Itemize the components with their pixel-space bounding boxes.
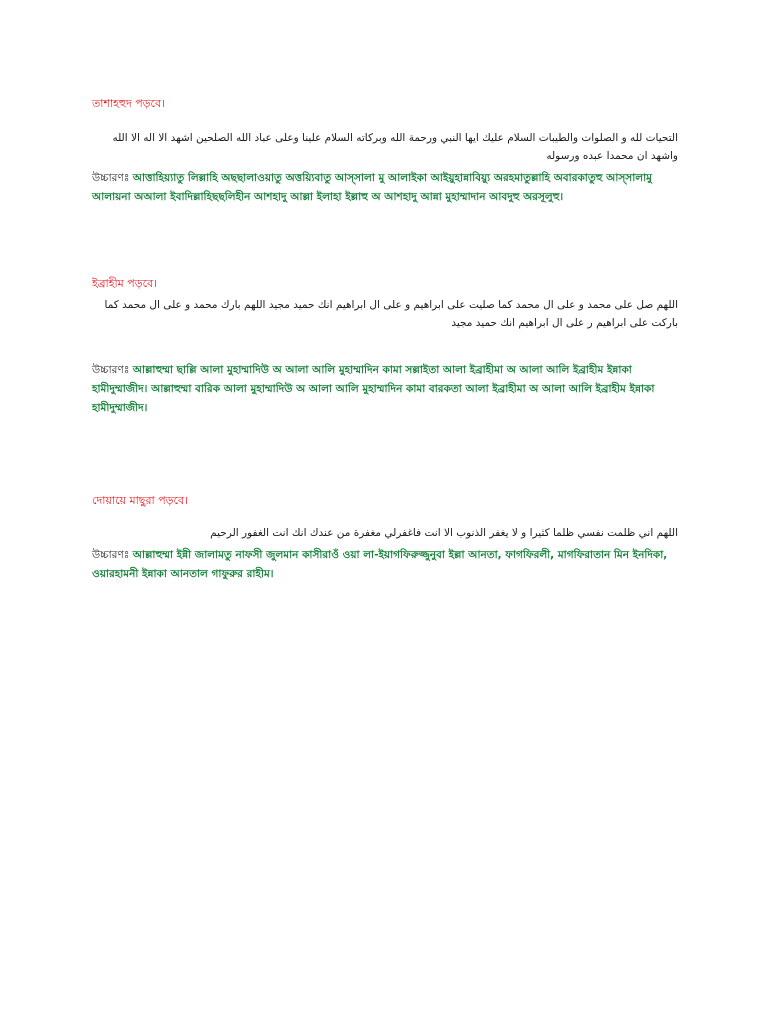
section-dua-masura xyxy=(92,494,678,584)
pronunciation xyxy=(92,361,678,418)
pronunciation-label: উচ্চারণঃ xyxy=(92,172,130,184)
pronunciation-text: আল্লাহুম্মা ছাল্লি আলা মুহাম্মাদিউ অ আলা আলি মুহাম্মাদিন কামা সল্লাইতা আলা ইব্রাহীমা অ আলা আলি ইব্রাহীম ইন্নাকা হামীদুম্মাজীদ। আল্লাহুম্মা বারিক আলা মুহাম্মাদিউ অ আলা আলি মুহাম্মাদিন কামা বারকতা আলা ইব্রাহীমা অ আলা আলি ইব্রাহীম ইন্নাকা হামীদুম্মাজীদ। xyxy=(92,364,655,414)
pronunciation-text: আত্তাহিয়্যাতু লিল্লাহি অছছালাওয়াতু অত্তয়্যিবাতু আস্সালা মু আলাইকা আইয়ুহান্নাবিয়্যু অরহমাতুল্লাহি অবারকাতুহু আস্সালামু আলায়না অআলা ইবাদিল্লাহিছছলিহীন আশহাদু আল্লা ইলাহা ইল্লাহু অ আশহাদু আন্না মুহাম্মাদান আবদুহু অরসূলুহু। xyxy=(92,172,652,203)
pronunciation-text: আল্লাহুম্মা ইন্নী জালামতু নাফসী জুলমান কাসীরাওঁ ওয়া লা-ইয়াগফিরুজ্জুনুবা ইল্লা আনতা, ফাগফিরলী, মাগফিরাতান মিন ইনদিকা, ওয়ারহামনী ইন্নাকা আনতাল গাফুরুর রাহীম। xyxy=(92,549,668,580)
arabic-text: التحيات لله و الصلوات والطيبات السلام عليك ايها النبي ورحمة الله وبركاته السلام علينا وعلى عباد الله الصلحين اشهد الا اله الا الله واشهد ان محمدا عبده ورسوله xyxy=(112,132,678,162)
arabic-text: اللهم اني ظلمت نفسي ظلما كثيرا و لا يغفر الذنوب الا انت فاغفرلي مغفرة من عندك انك انت الغفور الرحيم xyxy=(210,527,678,539)
pronunciation-label: উচ্চারণঃ xyxy=(92,549,130,561)
arabic-text: اللهم صل على محمد و على ال محمد كما صليت على ابراهيم و على ال ابراهيم انك حميد مجيد اللهم بارك محمد و على ال محمد كما باركت على ابراهيم ر على ال ابراهيم انك حميد مجيد xyxy=(104,299,678,329)
pronunciation xyxy=(92,546,678,584)
section-ibrahim xyxy=(92,277,678,418)
pronunciation-label: উচ্চারণঃ xyxy=(92,364,130,376)
section-heading: তাশাহহুদ পড়বে। xyxy=(92,97,166,110)
section-heading: দোয়ায়ে মাছুরা পড়বে। xyxy=(92,494,188,507)
pronunciation xyxy=(92,169,678,207)
section-heading: ইব্রাহীম পড়বে। xyxy=(92,277,158,290)
section-tashahhud xyxy=(92,97,678,207)
